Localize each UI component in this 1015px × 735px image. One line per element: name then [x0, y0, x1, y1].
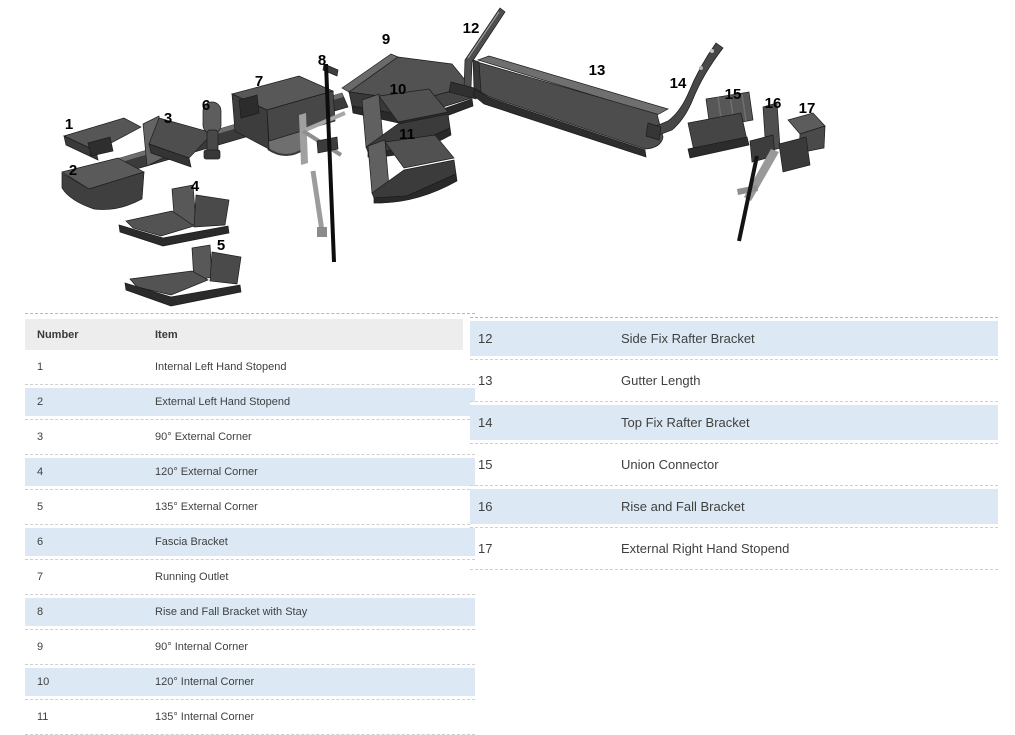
part-number-cell: 2 — [37, 396, 44, 408]
part-name-cell: Rise and Fall Bracket — [621, 499, 745, 514]
part-name-cell: 90° Internal Corner — [155, 641, 249, 653]
table-row — [25, 630, 475, 665]
part-4-label: 4 — [190, 178, 200, 195]
part-1-label: 1 — [64, 116, 74, 133]
part-13-gutter-length — [473, 56, 668, 157]
part-number-cell: 4 — [37, 466, 44, 478]
table-row — [25, 560, 475, 595]
parts-table-header — [25, 319, 463, 350]
part-number-cell: 12 — [478, 331, 493, 346]
part-15-union-connector — [688, 92, 753, 158]
table-row — [470, 360, 998, 402]
part-number-cell: 1 — [37, 361, 44, 373]
gutter-system-diagram — [0, 0, 1015, 312]
part-name-cell: Rise and Fall Bracket with Stay — [155, 606, 308, 618]
part-name-cell: 135° Internal Corner — [155, 711, 255, 723]
part-name-cell: Internal Left Hand Stopend — [155, 361, 287, 373]
part-1-internal-left-stopend — [64, 118, 141, 160]
part-16-label: 16 — [764, 95, 782, 112]
table-row — [25, 665, 475, 700]
part-17-external-right-stopend — [779, 113, 825, 172]
part-5-label: 5 — [216, 237, 226, 254]
part-name-cell: 120° Internal Corner — [155, 676, 255, 688]
part-name-cell: 90° External Corner — [155, 431, 252, 443]
table-row — [470, 402, 998, 444]
part-8-label: 8 — [317, 52, 327, 69]
part-number-cell: 14 — [478, 415, 493, 430]
part-6-label: 6 — [201, 97, 211, 114]
part-number-cell: 7 — [37, 571, 44, 583]
part-name-cell: External Right Hand Stopend — [621, 541, 790, 556]
part-number-cell: 8 — [37, 606, 44, 618]
part-name-cell: Side Fix Rafter Bracket — [621, 331, 755, 346]
table-row — [25, 385, 475, 420]
part-name-cell: Union Connector — [621, 457, 719, 472]
part-13-label: 13 — [588, 62, 606, 79]
bracket-stay-stand — [299, 113, 345, 237]
part-number-cell: 17 — [478, 541, 493, 556]
part-2-label: 2 — [68, 162, 78, 179]
part-number-cell: 9 — [37, 641, 44, 653]
part-7-label: 7 — [254, 73, 264, 90]
parts-table-left-body — [25, 350, 475, 735]
part-name-cell: External Left Hand Stopend — [155, 396, 291, 408]
part-number-cell: 3 — [37, 431, 44, 443]
table-row — [25, 595, 475, 630]
part-number-cell: 6 — [37, 536, 44, 548]
table-row — [470, 318, 998, 360]
table-row — [25, 490, 475, 525]
table-row — [25, 350, 475, 385]
table-row — [470, 486, 998, 528]
part-17-label: 17 — [798, 100, 816, 117]
part-number-cell: 13 — [478, 373, 493, 388]
parts-table-right — [470, 317, 998, 570]
part-name-cell: 120° External Corner — [155, 466, 258, 478]
table-row — [470, 444, 998, 486]
part-11-label: 11 — [399, 126, 415, 143]
part-11-135-internal-corner — [368, 135, 457, 203]
table-row — [25, 420, 475, 455]
part-name-cell: Running Outlet — [155, 571, 229, 583]
table-row — [25, 525, 475, 560]
part-name-cell: Gutter Length — [621, 373, 701, 388]
part-12-label: 12 — [462, 20, 480, 37]
part-9-label: 9 — [381, 31, 391, 48]
part-15-label: 15 — [724, 86, 742, 103]
part-name-cell: Fascia Bracket — [155, 536, 228, 548]
part-14-label: 14 — [669, 75, 687, 92]
part-3-label: 3 — [163, 110, 173, 127]
part-10-label: 10 — [389, 81, 407, 98]
part-number-cell: 11 — [37, 711, 49, 723]
part-name-cell: 135° External Corner — [155, 501, 258, 513]
part-number-cell: 5 — [37, 501, 44, 513]
table-row — [25, 455, 475, 490]
parts-table-right-body — [470, 318, 998, 570]
parts-table-left — [25, 313, 475, 735]
table-row — [470, 528, 998, 570]
part-5-135-external-corner — [125, 245, 241, 306]
header-number: Number — [37, 328, 79, 341]
part-number-cell: 15 — [478, 457, 493, 472]
header-item: Item — [155, 328, 178, 341]
part-number-cell: 10 — [37, 676, 50, 688]
part-number-cell: 16 — [478, 499, 493, 514]
part-3-90-external-corner — [143, 116, 213, 167]
part-name-cell: Top Fix Rafter Bracket — [621, 415, 750, 430]
